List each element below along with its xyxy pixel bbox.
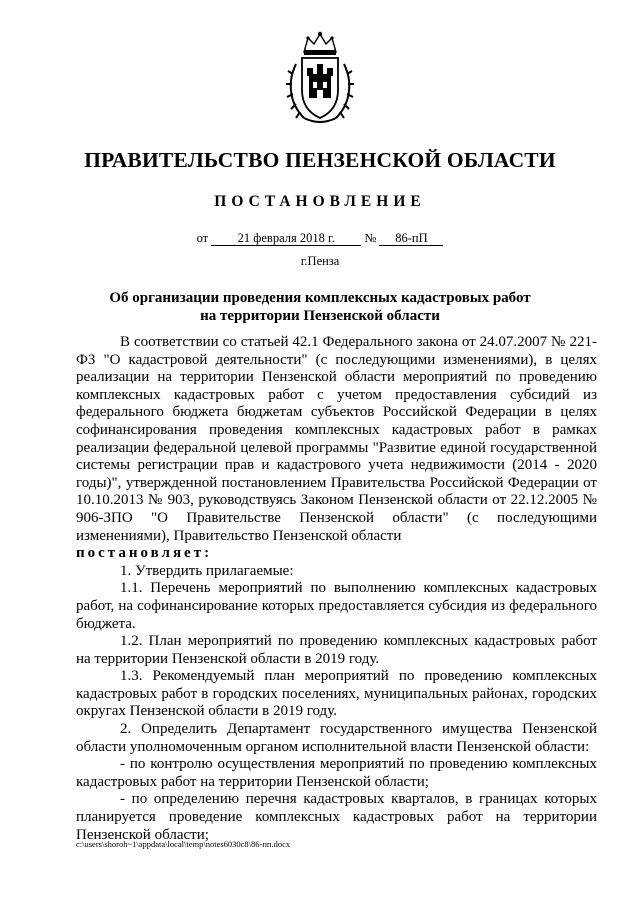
document-body <box>76 334 597 844</box>
resolves-keyword: постановляет: <box>76 545 213 562</box>
government-name: ПРАВИТЕЛЬСТВО ПЕНЗЕНСКОЙ ОБЛАСТИ <box>84 148 556 172</box>
preamble-paragraph: В соответствии со статьей 42.1 Федерального закона от 24.07.2007 № 221-ФЗ "О кадастровой деятельности" (с последующими изменениями), в целях реализации на территории Пензенской области мероприятий по проведению комплексных кадастровых работ с учетом предоставления субсидий из федерального бюджета бюджетам субъектов Российской Федерации в целях софинансирования проведения комплексных кадастровых работ в рамках реализации федеральной целевой программы "Развитие единой государственной системы регистрации прав и кадастрового учета недвижимости (2014 - 2020 годы)", утвержденной постановлением Правительства Российской Федерации от 10.10.2013 № 903, руководствуясь Законом Пензенской области от 22.12.2005 № 906-ЗПО "О Правительстве Пензенской области" (с последующими изменениями), Правительство Пензенской области <box>76 334 597 544</box>
file-path-footer: c:\users\shoroh~1\appdata\local\temp\notes6030c8\86-пп.docx <box>76 839 291 849</box>
document-title-line-1: Об организации проведения комплексных кадастровых работ <box>109 290 531 306</box>
decree-date: 21 февраля 2018 г. <box>211 231 361 246</box>
paragraph-item-1-3: 1.3. Рекомендуемый план мероприятий по проведению комплексных кадастровых работ в городских поселениях, муниципальных районах, городских округах Пензенской области в 2019 году. <box>76 668 597 720</box>
document-title-line-2: на территории Пензенской области <box>200 308 440 324</box>
document-title <box>0 289 640 325</box>
number-prefix: № <box>364 231 377 245</box>
paragraph-item-1-1: 1.1. Перечень мероприятий по выполнению комплексных кадастровых работ, на софинансирование которых предоставляется субсидия из федерального бюджета. <box>76 580 597 632</box>
date-number-line <box>0 231 640 246</box>
date-prefix: от <box>196 231 209 245</box>
paragraph-item-2: 2. Определить Департамент государственного имущества Пензенской области уполномоченным органом исполнительной власти Пензенской области: <box>76 721 597 755</box>
decree-number: 86-пП <box>379 231 443 246</box>
coat-of-arms-emblem-icon <box>282 30 358 126</box>
paragraph-item-2-a: - по контролю осуществления мероприятий по проведению комплексных кадастровых работ на территории Пензенской области; <box>76 756 597 790</box>
paragraph-item-2-b: - по определению перечня кадастровых кварталов, в границах которых планируется проведение комплексных кадастровых работ на территории Пензенской области; <box>76 791 597 843</box>
paragraph-item-1-2: 1.2. План мероприятий по проведению комплексных кадастровых работ на территории Пензенской области в 2019 году. <box>76 633 597 667</box>
city: г.Пенза <box>300 254 340 268</box>
document-type: ПОСТАНОВЛЕНИЕ <box>214 193 426 210</box>
paragraph-item-1: 1. Утвердить прилагаемые: <box>120 562 294 579</box>
